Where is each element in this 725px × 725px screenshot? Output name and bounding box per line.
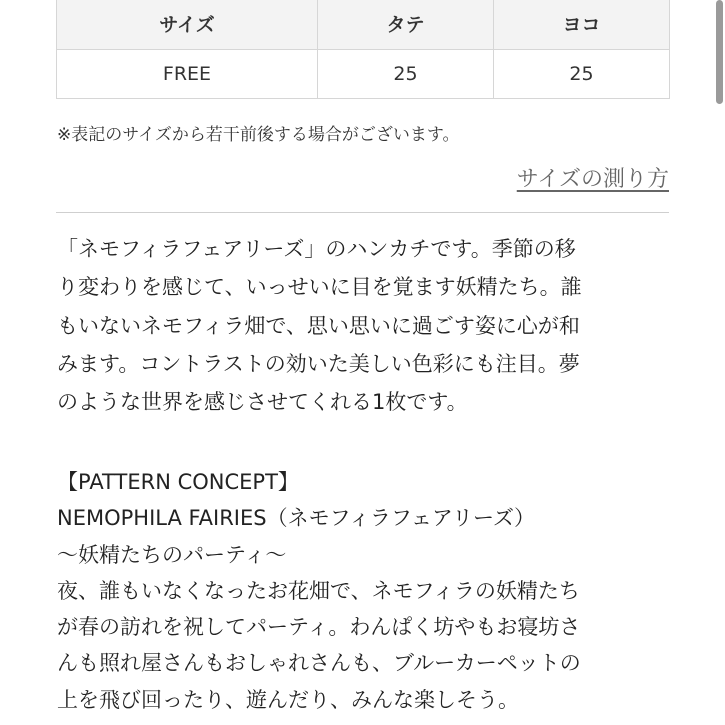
width-cell: 25 [494,50,670,99]
concept-line: 上を飛び回ったり、遊んだり、みんな楽しそう。 [57,687,519,712]
concept-line: んも照れ屋さんもおしゃれさんも、ブルーカーペットの [57,651,581,676]
size-cell: FREE [57,50,318,99]
size-table-header-row [57,0,670,50]
size-table [56,0,670,99]
description-line: のような世界を感じさせてくれる1枚です。 [57,390,468,415]
product-description [57,230,669,421]
length-cell: 25 [318,50,494,99]
table-row [57,50,670,99]
concept-subtitle: 〜妖精たちのパーティ〜 [57,542,287,567]
length-column-header: タテ [318,0,494,50]
description-line: 「ネモフィラフェアリーズ」のハンカチです。季節の移 [57,237,576,261]
how-to-measure-link[interactable]: サイズの測り方 [516,167,669,192]
size-disclaimer-note: ※表記のサイズから若干前後する場合がございます。 [57,125,460,145]
concept-line: が春の訪れを祝してパーティ。わんぱく坊やもお寝坊さ [57,615,581,640]
description-line: もいないネモフィラ畑で、思い思いに過ごす姿に心が和 [57,313,580,338]
pattern-concept-section [57,464,669,718]
size-column-header: サイズ [57,0,318,50]
section-divider [56,212,669,213]
page-scrollbar[interactable] [715,0,725,725]
width-column-header: ヨコ [494,0,670,50]
description-line: り変わりを感じて、いっせいに目を覚ます妖精たち。誰 [57,275,582,300]
concept-line: 夜、誰もいなくなったお花畑で、ネモフィラの妖精たち [57,578,580,603]
scrollbar-thumb[interactable] [716,0,723,104]
description-line: みます。コントラストの効いた美しい色彩にも注目。夢 [57,351,580,376]
concept-title: NEMOPHILA FAIRIES（ネモフィラフェアリーズ） [57,506,535,531]
concept-heading: 【PATTERN CONCEPT】 [57,470,299,494]
